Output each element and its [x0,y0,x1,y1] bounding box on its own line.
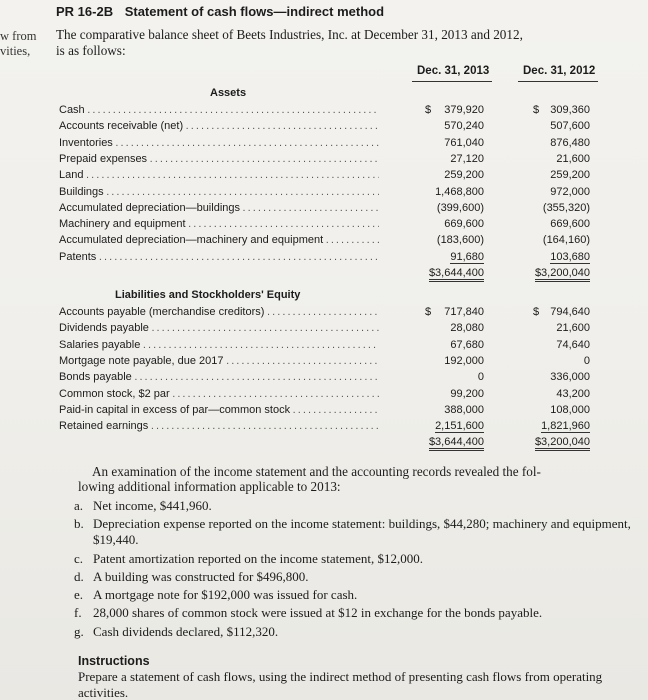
item-text: A mortgage note for $192,000 was issued for cash. [93,587,358,602]
additional-intro-2: lowing additional information applicable to 2013: [78,479,341,494]
item-text: Depreciation expense reported on the income statement: buildings, $44,280; machinery and equipment, $19,440. [93,516,631,547]
total-2013: $3,644,400 [429,436,484,451]
liab-label: Dividends payable . . . [59,322,379,334]
asset-row [0,137,648,153]
asset-row [0,251,648,267]
asset-row [0,120,648,136]
asset-row [0,218,648,234]
intro-line-2: is as follows: [56,43,126,58]
value-2013: 91,680 [450,250,484,263]
item-letter: g. [74,624,84,639]
assets-header: Assets [210,87,247,99]
value-2012: 259,200 [550,169,590,182]
liab-row [0,306,648,322]
additional-item [76,516,636,547]
liab-label: Mortgage note payable, due 2017 . . . [59,355,379,367]
value-2013: 669,600 [444,218,484,231]
asset-row [0,202,648,218]
value-2013: 388,000 [444,403,484,416]
additional-item [76,624,636,640]
value-2013: (399,600) [436,201,484,214]
liab-row [0,339,648,355]
asset-row [0,169,648,185]
asset-row [0,153,648,169]
liab-label: Common stock, $2 par . . . [59,388,379,400]
assets-total-row [0,267,648,283]
item-letter: c. [74,551,84,566]
asset-label: Cash . . . [59,104,379,116]
value-2012: 669,600 [550,218,590,231]
additional-item [76,605,636,621]
liab-row [0,355,648,371]
problem-number: PR 16-2B [56,4,114,19]
asset-label: Inventories . . . [59,137,379,149]
value-2013: 28,080 [450,322,484,335]
margin-text-1: w from [0,29,37,43]
col-underline-2013 [412,81,492,82]
additional-item [76,498,636,514]
asset-row [0,104,648,120]
total-2013: $3,644,400 [429,267,484,282]
asset-label: Prepaid expenses . . . [59,153,379,165]
value-2012: 0 [583,354,590,367]
liab-row [0,371,648,387]
value-2012: 43,200 [556,387,590,400]
liab-row [0,404,648,420]
value-2012: 336,000 [550,371,590,384]
problem-title [56,4,384,19]
value-2012: 21,600 [556,152,590,165]
col-header-2012: Dec. 31, 2012 [523,65,596,77]
value-2012: 21,600 [556,322,590,335]
liabilities-header: Liabilities and Stockholders' Equity [115,289,301,301]
value-2013: 1,468,800 [435,185,484,198]
problem-heading: Statement of cash flows—indirect method [124,4,385,19]
value-2013: 717,840 [444,306,484,318]
value-2012: 507,600 [550,120,590,133]
item-letter: b. [74,516,84,531]
currency-symbol: $ [425,306,432,318]
additional-item [76,569,636,585]
value-2013: 67,680 [450,338,484,351]
item-text: Net income, $441,960. [93,498,212,513]
liab-label: Salaries payable . . . [59,339,379,351]
value-2013: 192,000 [444,354,484,367]
instructions-text: Prepare a statement of cash flows, using the indirect method of presenting cash flows from operating activities. [78,669,603,700]
col-header-2013: Dec. 31, 2013 [417,65,490,77]
item-text: 28,000 shares of common stock were issued at $12 in exchange for the bonds payable. [93,605,543,620]
intro-line-1: The comparative balance sheet of Beets Industries, Inc. at December 31, 2013 and 2012, [56,27,523,42]
item-letter: a. [74,498,84,513]
value-2013: 259,200 [444,169,484,182]
asset-label: Accumulated depreciation—buildings . . . [59,202,379,214]
item-text: Cash dividends declared, $112,320. [93,624,279,639]
currency-symbol: $ [533,104,540,116]
asset-row [0,234,648,250]
value-2012: (355,320) [542,201,590,214]
currency-symbol: $ [533,306,540,318]
value-2013: 570,240 [444,120,484,133]
asset-label: Patents . . . [59,251,379,263]
col-underline-2012 [518,81,598,82]
additional-intro-1: An examination of the income statement and the accounting records revealed the fol- [92,464,541,479]
item-text: Patent amortization reported on the income statement, $12,000. [93,551,423,566]
item-letter: e. [74,587,84,602]
asset-label: Accumulated depreciation—machinery and equipment . . . [59,234,379,246]
value-2012: 309,360 [550,104,590,116]
liab-label: Retained earnings . . . [59,420,379,432]
value-2012: 108,000 [550,403,590,416]
value-2013: (183,600) [436,234,484,247]
liab-row [0,322,648,338]
value-2013: 99,200 [450,387,484,400]
currency-symbol: $ [425,104,432,116]
asset-label: Buildings . . . [59,186,379,198]
value-2012: 1,821,960 [541,420,590,433]
asset-row [0,186,648,202]
asset-label: Accounts receivable (net) . . . [59,120,379,132]
value-2012: 103,680 [550,250,590,263]
liab-label: Bonds payable . . . [59,371,379,383]
liabilities-total-row [0,436,648,452]
value-2012: 972,000 [550,185,590,198]
value-2012: (164,160) [542,234,590,247]
liab-row [0,388,648,404]
value-2013: 2,151,600 [435,420,484,433]
asset-label: Machinery and equipment . . . [59,218,379,230]
value-2012: 876,480 [550,136,590,149]
value-2012: 74,640 [556,338,590,351]
item-letter: d. [74,569,84,584]
liab-label: Paid-in capital in excess of par—common stock . . . [59,404,379,416]
liab-row [0,420,648,436]
additional-item [76,587,636,603]
value-2013: 379,920 [444,104,484,116]
value-2013: 0 [477,371,484,384]
value-2013: 27,120 [450,152,484,165]
additional-item [76,551,636,567]
asset-label: Land . . . [59,169,379,181]
item-letter: f. [74,605,82,620]
instructions-header: Instructions [78,654,150,668]
value-2013: 761,040 [444,136,484,149]
total-2012: $3,200,040 [535,267,590,282]
liab-label: Accounts payable (merchandise creditors) . . . [59,306,379,318]
margin-text-2: vities, [0,44,31,58]
value-2012: 794,640 [550,306,590,318]
total-2012: $3,200,040 [535,436,590,451]
item-text: A building was constructed for $496,800. [93,569,309,584]
